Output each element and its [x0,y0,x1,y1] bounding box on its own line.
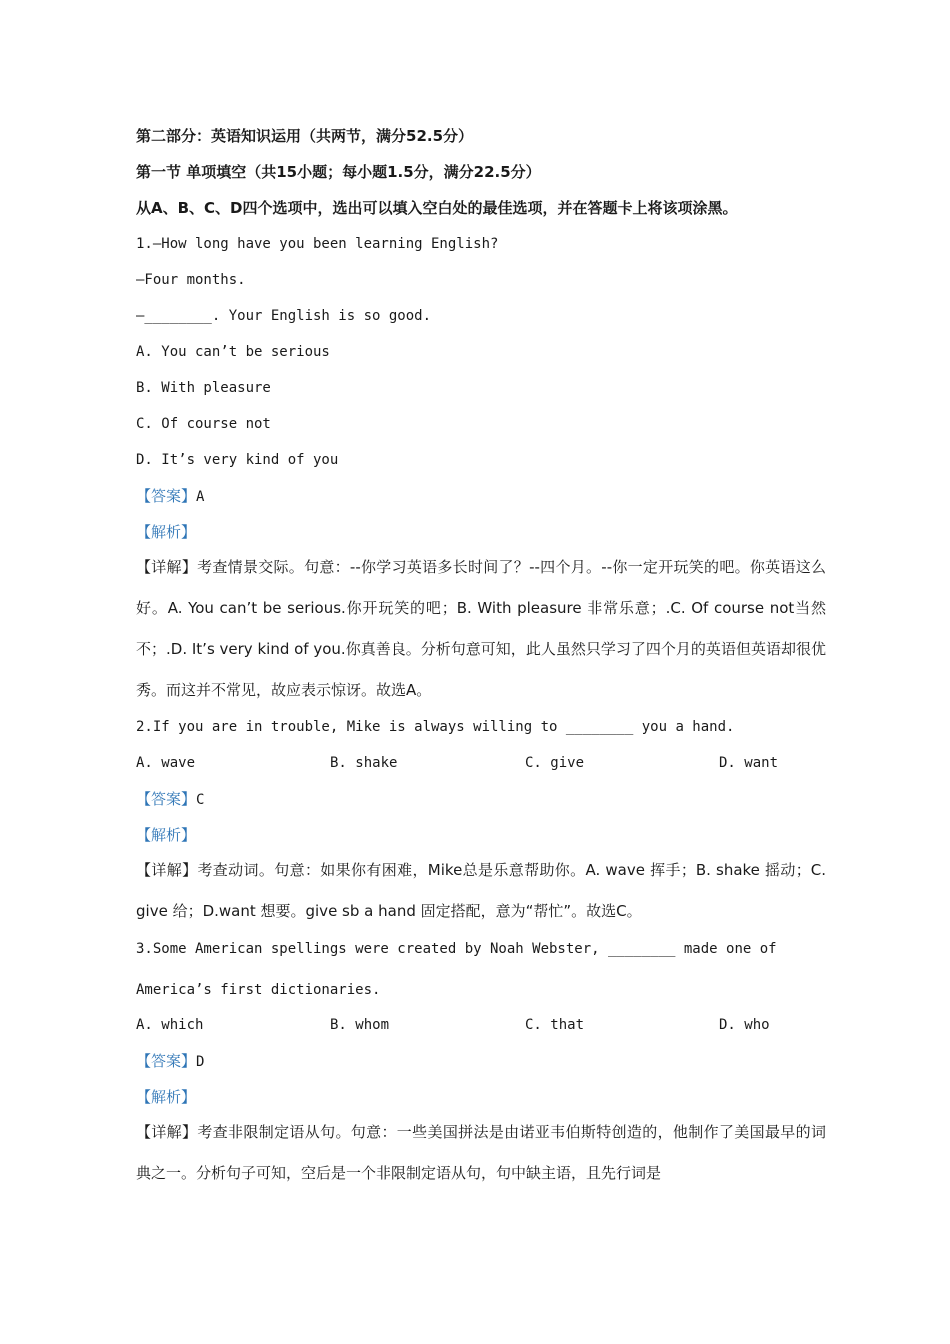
q2-option-c: C. give [525,755,585,771]
q2-line-1: 2.If you are in trouble, Mike is always willing to ________ you a hand. [136,719,735,735]
analysis-label: 【解析】 [136,1088,197,1106]
q3-line-1: 3.Some American spellings were created by Noah Webster, ________ made one of [136,941,777,957]
q3-option-c: C. that [525,1017,585,1033]
q1-option-b: B. With pleasure [136,380,271,396]
q1-line-1: 1.—How long have you been learning English? [136,236,499,252]
q3-option-d: D. who [719,1017,770,1033]
part-title: 第二部分：英语知识运用（共两节，满分52.5分） [136,127,474,145]
q3-line-2: America’s first dictionaries. [136,982,381,998]
q1-option-a: A. You can’t be serious [136,344,330,360]
q2-option-b: B. shake [330,755,398,771]
answer-label: 【答案】 [136,790,197,808]
q2-options [136,753,826,773]
q2-option-a: A. wave [136,755,196,771]
q3-answer-value: D [196,1054,205,1070]
q3-option-a: A. which [136,1017,204,1033]
section-title: 第一节 单项填空（共15小题；每小题1.5分，满分22.5分） [136,163,541,181]
q1-detail [136,547,826,711]
q1-detail-text: 考查情景交际。句意：--你学习英语多长时间了？--四个月。--你一定开玩笑的吧。你英语这么好。A. You can’t be serious.你开玩笑的吧；B. With pleasure 非常乐意；.C. Of course not当然不；.D. It’s very kind of you.你真善良。分析句意可知，此人虽然只学习了四个月的英语但英语却很优秀。而这并不常见，故应表示惊讶。故选A。 [136,558,826,699]
analysis-label: 【解析】 [136,523,197,541]
q2-detail-text: 考查动词。句意：如果你有困难，Mike总是乐意帮助你。A. wave 挥手；B. shake 摇动；C. give 给；D.want 想要。give sb a hand 固定搭配，意为“帮忙”。故选C。 [136,861,826,920]
answer-label: 【答案】 [136,1052,197,1070]
answer-label: 【答案】 [136,487,197,505]
instruction-text: 从A、B、C、D四个选项中，选出可以填入空白处的最佳选项，并在答题卡上将该项涂黑。 [136,199,738,217]
analysis-label: 【解析】 [136,826,197,844]
q2-option-d: D. want [719,755,779,771]
q1-line-3: —________. Your English is so good. [136,308,432,324]
q1-analysis [136,522,196,542]
q2-detail [136,850,826,932]
detail-label: 【详解】 [136,861,198,879]
q3-detail [136,1112,826,1194]
q3-detail-text: 考查非限制定语从句。句意：一些美国拼法是由诺亚韦伯斯特创造的，他制作了美国最早的词典之一。分析句子可知，空后是一个非限制定语从句，句中缺主语，且先行词是 [136,1123,826,1182]
q1-option-c: C. Of course not [136,416,271,432]
detail-label: 【详解】 [136,558,198,576]
q3-options [136,1015,826,1035]
q2-answer-value: C [196,792,205,808]
q1-answer-value: A [196,489,205,505]
q2-answer [136,789,204,810]
q1-answer [136,486,204,507]
q3-option-b: B. whom [330,1017,390,1033]
detail-label: 【详解】 [136,1123,198,1141]
q1-line-2: —Four months. [136,272,246,288]
q2-analysis [136,825,196,845]
q3-answer [136,1051,204,1072]
q1-option-d: D. It’s very kind of you [136,452,339,468]
q3-analysis [136,1087,196,1107]
